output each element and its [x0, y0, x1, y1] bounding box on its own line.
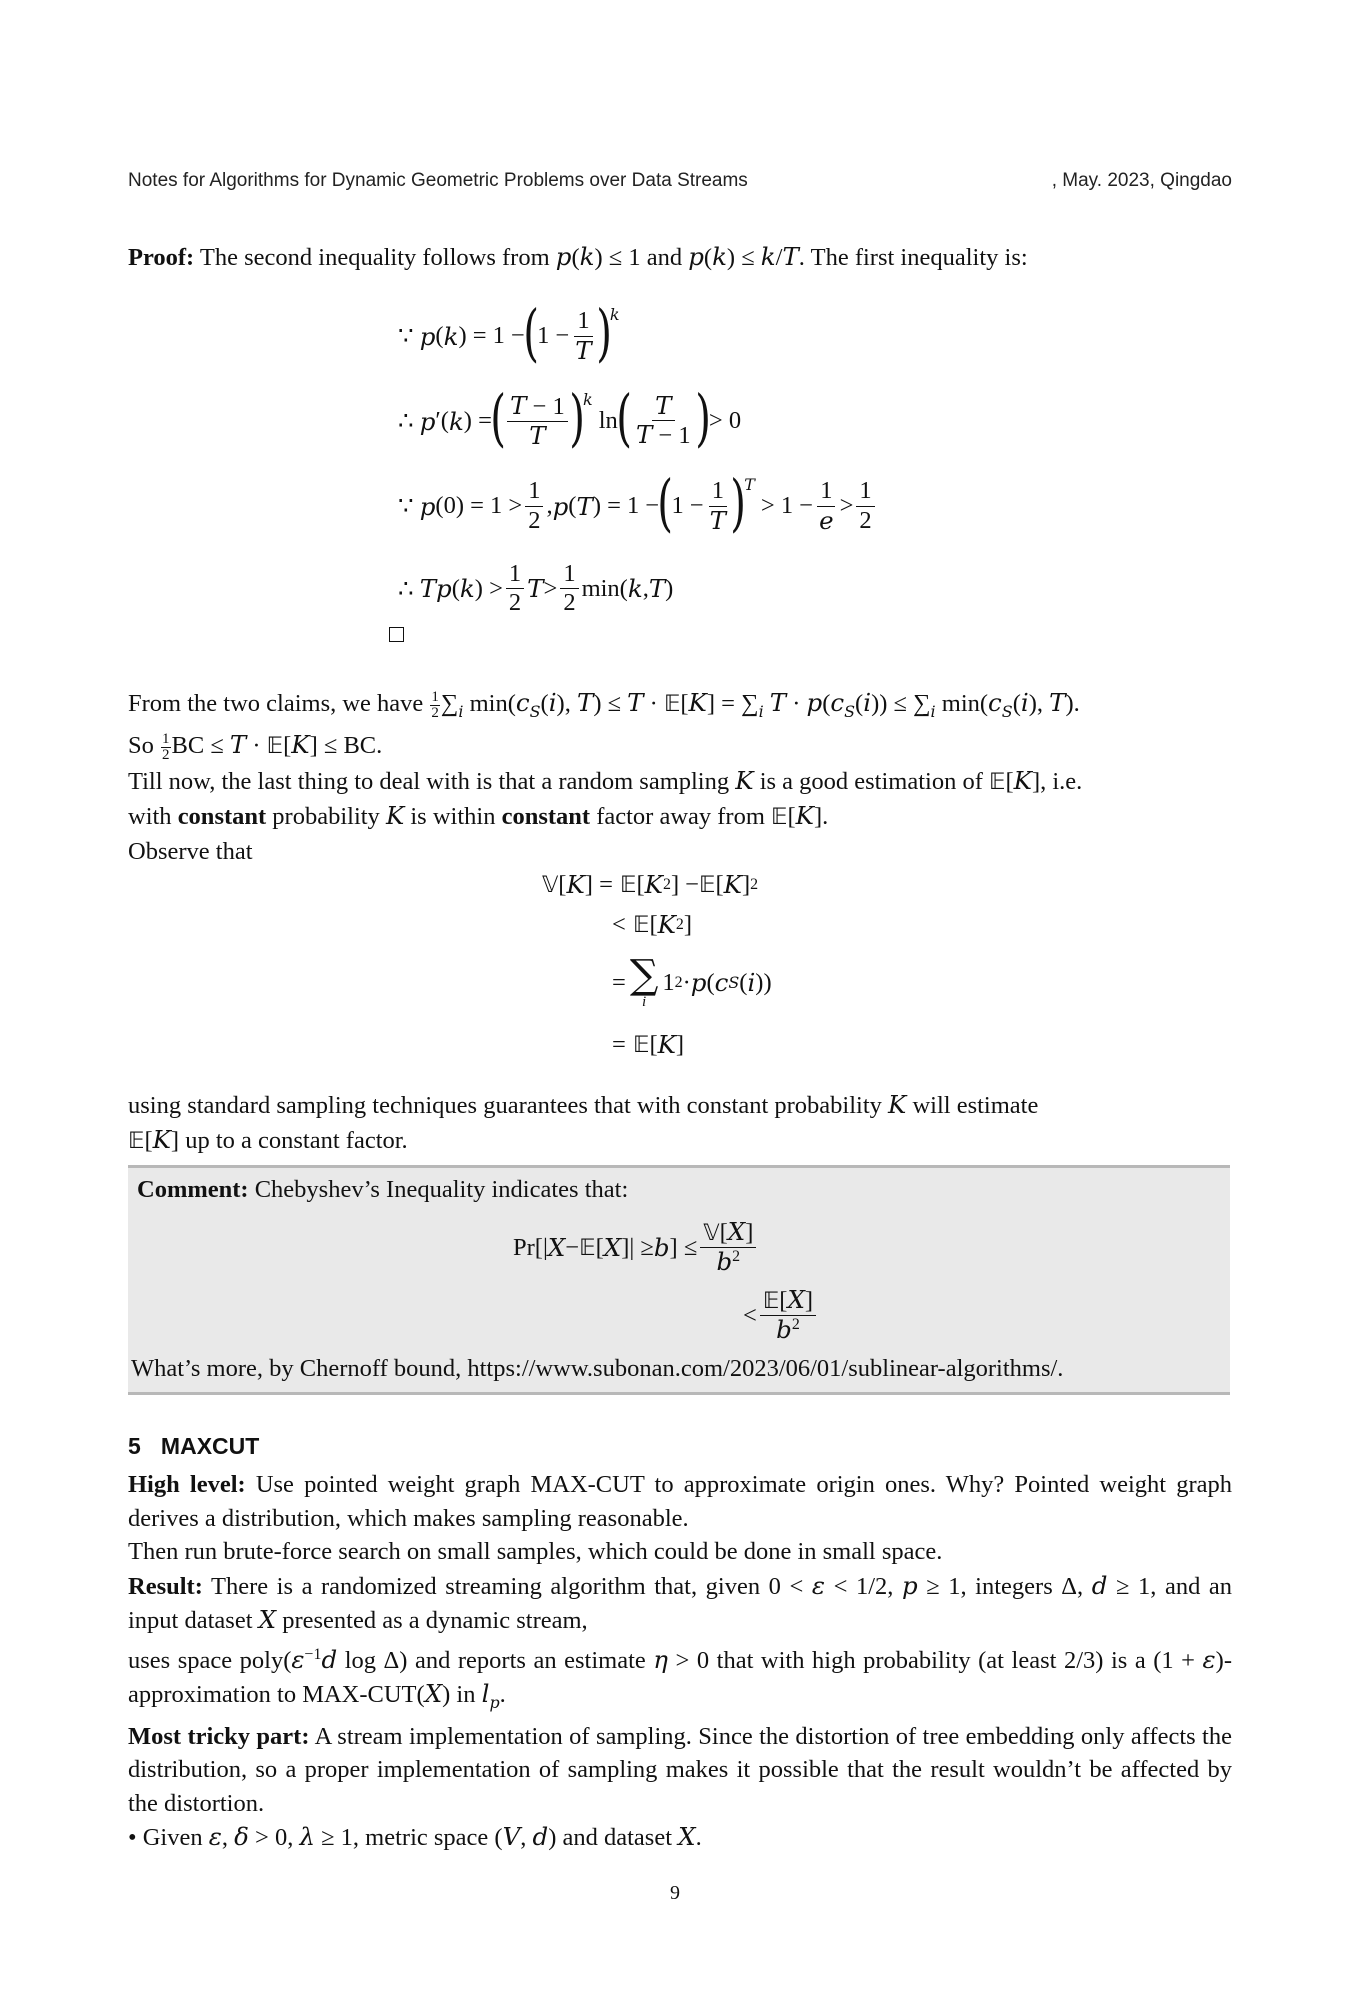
section-title: MAXCUT [160, 1433, 260, 1459]
comment-text: Chebyshev’s Inequality indicates that: [254, 1176, 629, 1203]
page-number: 9 [670, 1882, 680, 1904]
section-heading [128, 1430, 1232, 1464]
tricky-text: A stream implementation of sampling. Since the distortion of tree embedding only affects the distribution, so a proper implementation of sampling makes it possible that the result wouldn’t be affected by the distortion. [128, 1722, 1232, 1817]
variance-line-3: = ∑ i 1 2 · p ( c S ( i )) [612, 952, 772, 1010]
high-level-label: High level: [128, 1471, 246, 1498]
observe-line: Observe that [128, 837, 253, 865]
maxcut-body: High level: Use pointed weight graph MAX-CUT to approximate origin ones. Why? Pointed weight graph derives a distribution, which makes sampling reasonable. Then run brute-force search on small samples, which could be done in small space. Result: There is a randomized streaming algorithm that, given 0 < ε < 1/2, p ≥ 1, integers Δ, d ≥ 1, and an input dataset X presented as a dynamic stream, uses space $poly(\varepsilon^{-1}d$ log Δ) and reports an estimate η > 0 that with high probability (at least 2/3) is a (1 + ε)-approximation to MAX-CUT(X) in $l_p$. Most tricky part: A stream implementation of sampling. Since the distortion of tree embedding only affects the distribution, so a proper implementation of sampling makes it possible that the result wouldn’t be affected by the distortion. • Given ε, δ > 0, λ ≥ 1, metric space (V, d) and dataset X. [128, 1471, 1233, 1852]
running-header-venue: , May. 2023, Qingdao [1051, 170, 1232, 191]
comment-box [128, 1165, 1230, 1395]
proof-label: Proof: [128, 244, 195, 271]
sampling-paragraph: using standard sampling techniques guarantees that with constant probability K will estimate 𝔼[K] up to a constant factor. [128, 1090, 1039, 1154]
running-header-title: Notes for Algorithms for Dynamic Geometric Problems over Data Streams [128, 170, 748, 191]
section-number: 5 [128, 1433, 141, 1459]
claims-paragraph: From the two claims, we have $\frac{1}{2}$ $\sum_i$ $\min(c_S(i)$, T) ≤ T · 𝔼[K] = $\sum_i$ $T \cdot p(c_S(i)) \le \sum_i$ $\min(c_S(i)$, T). So $\frac{1}{2}$ BC ≤ T · 𝔼[K] ≤ BC. Till now, the last thing to deal with is that a random sampling K is a good estimation of 𝔼[K], i.e. with constant probability K is within constant factor away from 𝔼[K]. Observe that [128, 686, 1232, 868]
equation-because-pk: ∵ p ( k ) = 1 − ( 1 − $\frac{1}{T}$ ) $^k$ [398, 296, 620, 369]
qed-square-icon [389, 627, 404, 642]
comment-label: Comment: [137, 1176, 249, 1203]
equation-therefore-Tpk: ∴ Tp ( k ) > $\frac{1}{2}$ T > $\frac{1}{2}$ min( k , T ) [398, 560, 674, 617]
equation-because-p0-pT: ∵ p (0) = 1 > $\frac{1}{2}$ , p ( T ) = 1 − ( 1 − $\frac{1}{T}$ ) $^T$ > 1 − $\frac{1}{e}$ > $\frac{1}{2}$ [398, 475, 878, 537]
chebyshev-line-2: < $\frac{\text{𝔼[X]}}{b^2}$ [743, 1286, 819, 1346]
variance-line-2: < 𝔼 [ K 2 ] [612, 910, 693, 939]
chernoff-line: What’s more, by Chernoff bound, https://www.subonan.com/2023/06/01/sublinear-algorithms/. [131, 1355, 1064, 1382]
equation-therefore-derivative: ∴ p ′( k ) = ( $\frac{T - 1}{T}$ ) $^k$ ln ( $\frac{T}{T - 1}$ ) > 0 [398, 381, 742, 454]
variance-line-4: = 𝔼 [ K ] [612, 1030, 685, 1059]
tricky-label: Most tricky part: [128, 1722, 310, 1750]
then-line: Then run brute-force search on small samples, which could be done in small space. [128, 1538, 943, 1565]
chebyshev-line-1: Pr[| X − 𝔼 [ X ]| ≥ b ] ≤ $\frac{\text{𝕍[X]}}{b^2}$ [513, 1218, 759, 1278]
proof-paragraph: Proof: The second inequality follows from p(k) ≤ 1 and p(k) ≤ k/T. The first inequality is: [128, 242, 1028, 271]
variance-line-1: 𝕍 [ K ] = 𝔼 [ K 2 ] − 𝔼 [ K ] 2 [542, 870, 759, 899]
high-level-text: Use pointed weight graph MAX-CUT to approximate origin ones. Why? Pointed weight graph derives a distribution, which makes sampling reasonable. [128, 1471, 1233, 1532]
result-label: Result: [128, 1572, 203, 1600]
